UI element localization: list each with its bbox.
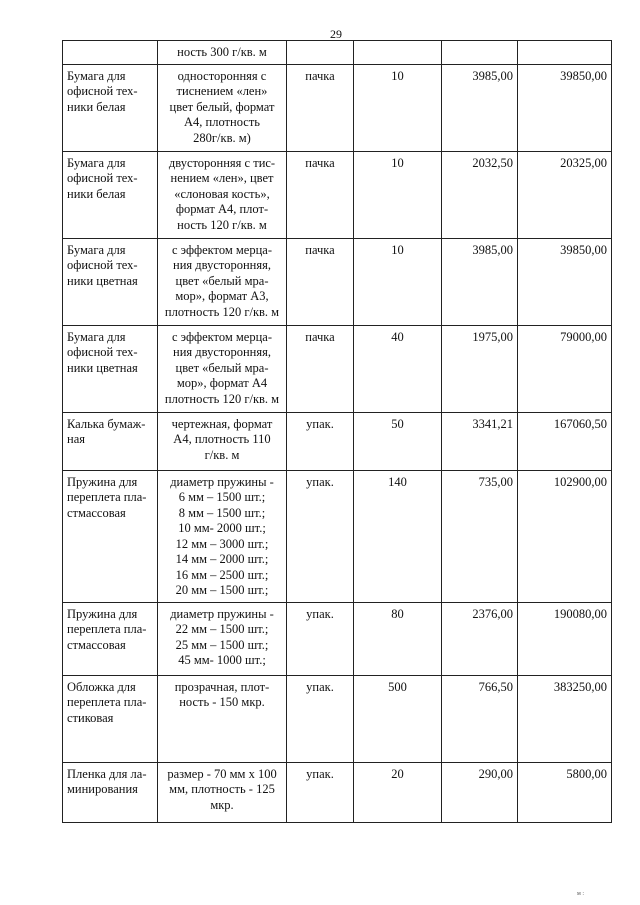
table-row: [63, 470, 612, 602]
description-line: цвет «белый мра-: [175, 273, 269, 288]
cell-name: [63, 602, 158, 675]
description-line: ность 300 г/кв. м: [177, 45, 267, 59]
description-line: с эффектом мерца-: [172, 329, 272, 344]
name-line: переплета пла-: [67, 695, 147, 709]
name-line: минирования: [67, 782, 138, 796]
name-line: стиковая: [67, 710, 114, 725]
description-line: 8 мм – 1500 шт.;: [178, 505, 266, 520]
description-line: ность 120 г/кв. м: [177, 217, 267, 232]
description-line: диаметр пружины -: [170, 474, 274, 489]
cell-name: [63, 325, 158, 412]
description-line: 12 мм – 3000 шт.;: [175, 536, 269, 551]
description-line: чертежная, формат: [171, 416, 273, 431]
name-line: стмассовая: [67, 505, 126, 520]
cell-price: 1975,00: [442, 325, 518, 412]
description-line: 25 мм – 1500 шт.;: [175, 637, 269, 652]
cell-description: [158, 151, 287, 238]
cell-name: [63, 64, 158, 151]
cell-price: 766,50: [442, 675, 518, 762]
cell-total: 190080,00: [518, 602, 612, 675]
description-line: односторонняя с: [177, 68, 267, 83]
table-row: [63, 762, 612, 822]
name-line: офисной тех-: [67, 345, 138, 359]
cell-name: [63, 151, 158, 238]
cell-total: 5800,00: [518, 762, 612, 822]
cell-price: 3985,00: [442, 64, 518, 151]
cell-quantity: 50: [354, 412, 442, 470]
name-line: Бумага для: [67, 68, 126, 83]
description-line: цвет «белый мра-: [175, 360, 269, 375]
table-row: [63, 64, 612, 151]
name-line: ники белая: [67, 99, 126, 114]
cell-unit: упак.: [287, 675, 354, 762]
cell-quantity: 500: [354, 675, 442, 762]
cell-total: 102900,00: [518, 470, 612, 602]
table-row: [63, 325, 612, 412]
name-line: Бумага для: [67, 155, 126, 170]
cell-unit: [287, 41, 354, 65]
description-line: «слоновая кость»,: [174, 186, 270, 201]
cell-total: 167060,50: [518, 412, 612, 470]
cell-description: [158, 675, 287, 762]
table-row: [63, 602, 612, 675]
cell-price: 3985,00: [442, 238, 518, 325]
description-line: А4, плотность: [184, 115, 260, 129]
cell-unit: пачка: [287, 325, 354, 412]
cell-name: [63, 238, 158, 325]
cell-total: 39850,00: [518, 238, 612, 325]
description-line: 20 мм – 1500 шт.;: [175, 583, 269, 597]
description-line: с эффектом мерца-: [172, 242, 272, 257]
table-row: [63, 238, 612, 325]
description-line: 280г/кв. м): [193, 130, 251, 145]
cell-total: 20325,00: [518, 151, 612, 238]
cell-description: [158, 325, 287, 412]
name-line: ники цветная: [67, 360, 138, 375]
cell-price: 3341,21: [442, 412, 518, 470]
cell-description: [158, 41, 287, 65]
cell-quantity: 80: [354, 602, 442, 675]
description-line: формат А4, плот-: [175, 202, 269, 216]
cell-description: [158, 762, 287, 822]
name-line: переплета пла-: [67, 490, 147, 504]
name-line: Пружина для: [67, 474, 138, 489]
name-line: Пленка для ла-: [67, 766, 147, 781]
description-line: ния двусторонняя,: [173, 345, 271, 359]
cell-price: 290,00: [442, 762, 518, 822]
description-line: мор», формат А4: [176, 376, 268, 390]
description-line: диаметр пружины -: [170, 606, 274, 621]
description-line: тиснением «лен»: [176, 84, 268, 98]
name-line: Обложка для: [67, 679, 136, 694]
table-body: [63, 41, 612, 823]
description-line: цвет белый, формат: [169, 99, 275, 114]
description-line: плотность 120 г/кв. м: [164, 391, 280, 406]
cell-name: [63, 41, 158, 65]
cell-unit: пачка: [287, 151, 354, 238]
table-row: [63, 675, 612, 762]
cell-name: [63, 762, 158, 822]
name-line: офисной тех-: [67, 258, 138, 272]
description-line: ния двусторонняя,: [173, 258, 271, 272]
description-line: А4, плотность 110: [173, 432, 271, 446]
table-row-carry-over: [63, 41, 612, 65]
name-line: переплета пла-: [67, 622, 147, 636]
table-row: [63, 151, 612, 238]
description-line: размер - 70 мм х 100: [167, 766, 277, 781]
description-line: г/кв. м: [204, 447, 240, 462]
cell-unit: упак.: [287, 762, 354, 822]
name-line: Бумага для: [67, 242, 126, 257]
description-line: нением «лен», цвет: [170, 171, 274, 185]
cell-quantity: 10: [354, 238, 442, 325]
name-line: ники цветная: [67, 273, 138, 288]
cell-description: [158, 238, 287, 325]
cell-quantity: [354, 41, 442, 65]
name-line: Калька бумаж-: [67, 416, 146, 431]
name-line: Пружина для: [67, 606, 138, 621]
cell-quantity: 10: [354, 151, 442, 238]
description-line: 10 мм- 2000 шт.;: [178, 521, 266, 535]
name-line: ники белая: [67, 186, 126, 201]
cell-price: 2376,00: [442, 602, 518, 675]
cell-quantity: 10: [354, 64, 442, 151]
description-line: 45 мм- 1000 шт.;: [178, 653, 266, 667]
description-line: двусторонняя с тис-: [168, 155, 276, 170]
name-line: офисной тех-: [67, 171, 138, 185]
cell-total: 79000,00: [518, 325, 612, 412]
cell-name: [63, 675, 158, 762]
cell-description: [158, 470, 287, 602]
description-line: прозрачная, плот-: [174, 679, 270, 694]
cell-unit: пачка: [287, 238, 354, 325]
cell-description: [158, 602, 287, 675]
cell-unit: пачка: [287, 64, 354, 151]
cell-quantity: 40: [354, 325, 442, 412]
name-line: стмассовая: [67, 637, 126, 652]
description-line: 6 мм – 1500 шт.;: [178, 490, 266, 504]
cell-quantity: 140: [354, 470, 442, 602]
description-line: 16 мм – 2500 шт.;: [175, 567, 269, 582]
cell-unit: упак.: [287, 602, 354, 675]
cell-price: 2032,50: [442, 151, 518, 238]
cell-description: [158, 412, 287, 470]
name-line: офисной тех-: [67, 84, 138, 98]
cell-unit: упак.: [287, 412, 354, 470]
cell-name: [63, 470, 158, 602]
description-line: мор», формат А3,: [175, 289, 269, 303]
cell-total: 39850,00: [518, 64, 612, 151]
description-line: 14 мм – 2000 шт.;: [175, 552, 269, 566]
description-line: мкр.: [210, 797, 234, 812]
corner-mark: м :: [577, 891, 584, 897]
cell-unit: упак.: [287, 470, 354, 602]
page-number: 29: [330, 27, 342, 41]
name-line: Бумага для: [67, 329, 126, 344]
description-line: 22 мм – 1500 шт.;: [175, 622, 269, 636]
description-line: плотность 120 г/кв. м: [164, 304, 280, 319]
cell-price: 735,00: [442, 470, 518, 602]
cell-total: [518, 41, 612, 65]
cell-description: [158, 64, 287, 151]
cell-name: [63, 412, 158, 470]
cell-price: [442, 41, 518, 65]
cell-quantity: 20: [354, 762, 442, 822]
table-row: [63, 412, 612, 470]
description-line: мм, плотность - 125: [169, 782, 275, 796]
name-line: ная: [67, 432, 85, 446]
description-line: ность - 150 мкр.: [179, 695, 265, 709]
specification-table: [62, 40, 612, 823]
cell-total: 383250,00: [518, 675, 612, 762]
